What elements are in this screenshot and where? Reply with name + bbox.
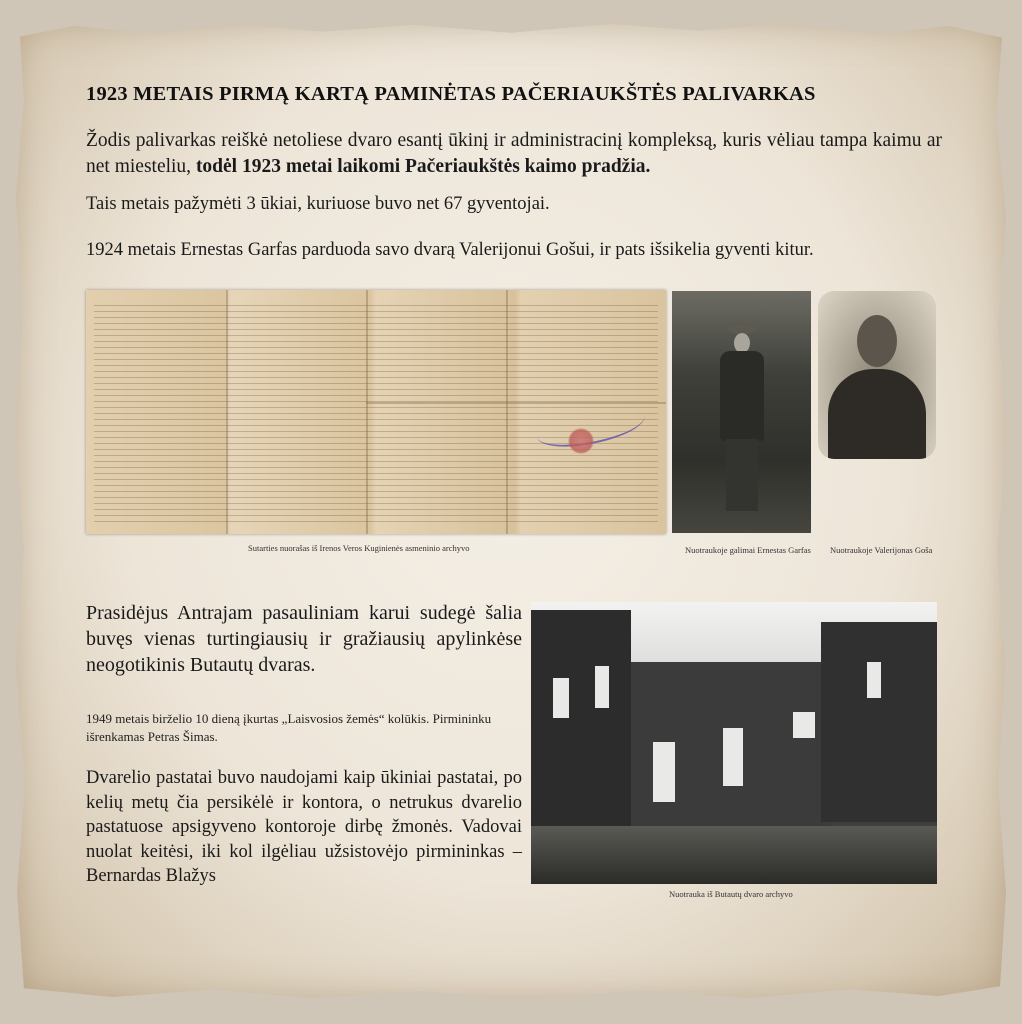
page-title: 1923 METAIS PIRMĄ KARTĄ PAMINĖTAS PAČERIAUKŠTĖS PALIVARKAS xyxy=(86,83,816,105)
butautai-manor-ruins-photo xyxy=(531,602,937,884)
kolkhoz-paragraph: 1949 metais birželio 10 dieną įkurtas „Laisvosios žemės“ kolūkis. Pirmininku išrenkamas Petras Šimas. xyxy=(86,711,492,744)
contract-caption: Sutarties nuorašas iš Irenos Veros Kuginienės asmeninio archyvo xyxy=(248,543,470,553)
gosa-photo xyxy=(818,291,936,459)
intro-bold-text: todėl 1923 metai laikomi Pačeriaukštės kaimo pradžia. xyxy=(195,156,651,177)
intro-paragraph xyxy=(86,128,942,180)
intro-text: Žodis palivarkas reiškė netoliese dvaro esantį ūkinį ir administracinį kompleksą, kuris vėliau tampa kaimu ar net miesteliu, xyxy=(86,130,942,177)
farms-line: Tais metais pažymėti 3 ūkiai, kuriuose buvo net 67 gyventojai. xyxy=(86,194,550,214)
gosa-caption: Nuotraukoje Valerijonas Goša xyxy=(830,545,933,555)
war-paragraph: Prasidėjus Antrajam pasauliniam karui sudegė šalia buvęs vienas turtingiausių ir gražiausių apylinkėse neogotikinis Butautų dvaras. xyxy=(86,602,522,676)
buildings-paragraph: Dvarelio pastatai buvo naudojami kaip ūkiniai pastatai, po kelių metų čia persikėlė ir kontora, o netrukus dvarelio pastatuose apsigyveno kontoroje dirbę žmonės. Vadovai nuolat keitėsi, iki kol ilgėliau užsistovėjo pirmininkas – Bernardas Blažys xyxy=(86,768,522,886)
garfas-photo xyxy=(672,291,811,533)
stamp-seal xyxy=(568,428,594,454)
contract-document-photo xyxy=(86,290,666,534)
butautai-caption: Nuotrauka iš Butautų dvaro archyvo xyxy=(669,889,793,899)
sale-line: 1924 metais Ernestas Garfas parduoda savo dvarą Valerijonui Gošui, ir pats išsikelia gyventi kitur. xyxy=(86,240,814,260)
garfas-caption: Nuotraukoje galimai Ernestas Garfas xyxy=(685,545,811,555)
